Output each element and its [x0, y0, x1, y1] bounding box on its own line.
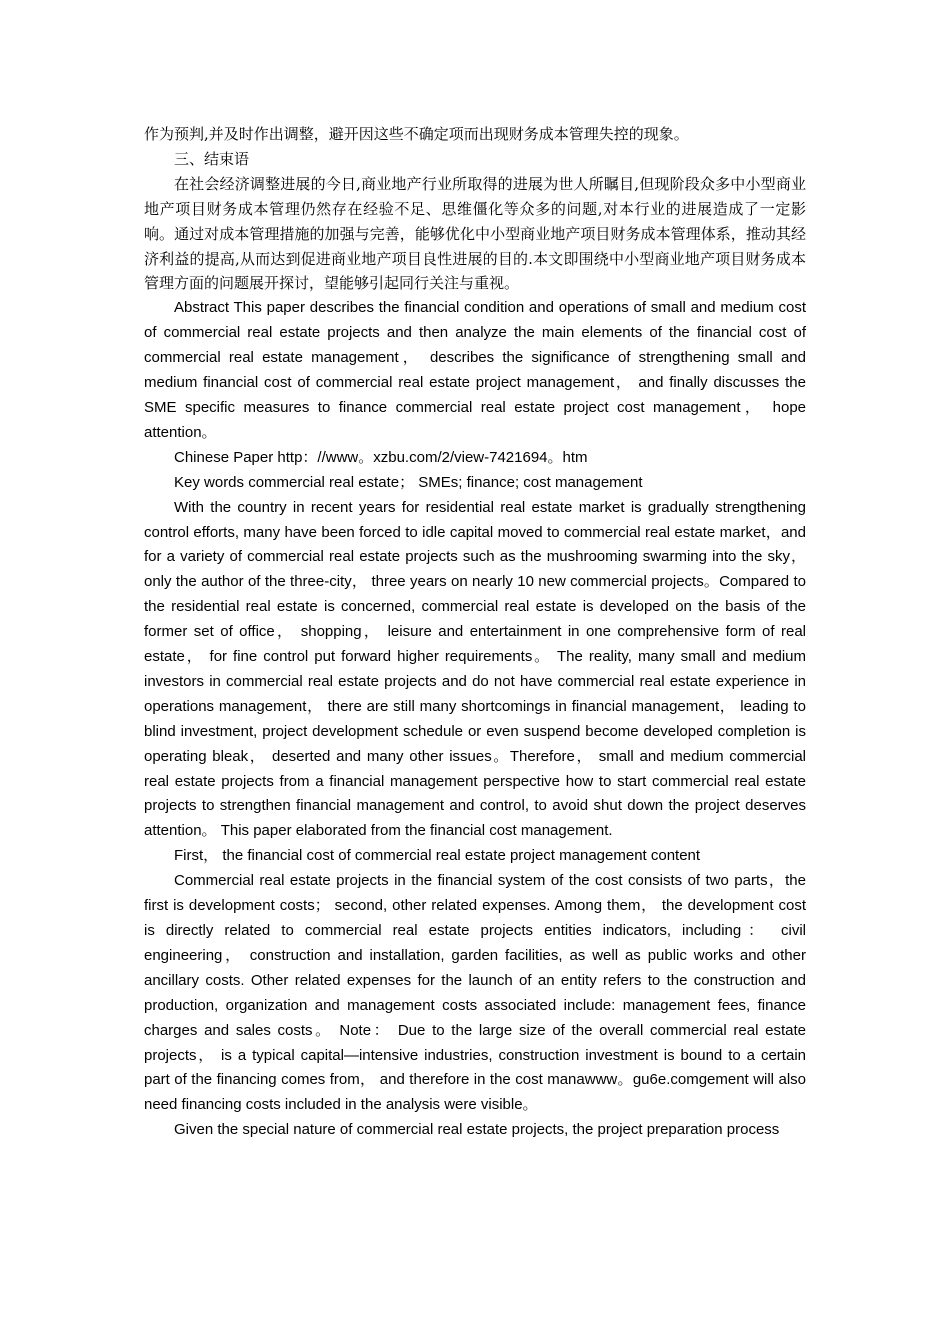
paragraph-special-nature: Given the special nature of commercial real estate projects, the project preparation process — [174, 1121, 780, 1139]
paragraph-introduction: With the country in recent years for residential real estate market is gradually strengthening control efforts, many have been forced to idle capital moved to commercial real estate market，and for a variety of commercial real estate projects such as the mushrooming swarming into the sky， only the author of the three-city， three years on nearly 10 new commercial projects。Compared to the residential real estate is concerned, commercial real estate is developed on the basis of the former set of office， shopping， leisure and entertainment in one comprehensive form of real estate， for fine control put forward higher requirements。 The reality, many small and medium investors in commercial real estate projects and do not have commercial real estate experience in operations management， there are still many shortcomings in financial management， leading to blind investment, project development schedule or even suspend become developed completion is operating bleak， deserted and many other issues。Therefore， small and medium commercial real estate projects from a financial management perspective how to start commercial real estate projects to strengthen financial management and control, to avoid shut down the project deserves attention。 This paper elaborated from the financial cost management. — [144, 498, 806, 840]
section-heading-conclusion: 三、结束语 — [174, 149, 250, 168]
document-page — [144, 122, 806, 1143]
paragraph-cost-composition: Commercial real estate projects in the financial system of the cost consists of two parts，the first is development costs； second, other related expenses. Among them， the development cost is directly related to commercial real estate projects entities indicators, including： civil engineering， construction and installation, garden facilities, as well as public works and other ancillary costs. Other related expenses for the launch of an entity refers to the construction and production, organization and management costs associated include: management fees, finance charges and sales costs。 Note： Due to the large size of the overall commercial real estate projects， is a typical capital—intensive industries, construction investment is bound to a certain part of the financing comes from， and therefore in the cost manawww。gu6e.comgement will also need financing costs included in the analysis were visible。 — [144, 872, 806, 1114]
paragraph-keywords: Key words commercial real estate； SMEs; finance; cost management — [174, 473, 643, 491]
paragraph-source-url: Chinese Paper http：//www。xzbu.com/2/view-7421694。htm — [174, 448, 588, 466]
paragraph-cost-control-conclusion: 作为预判,并及时作出调整，避开因这些不确定项而出现财务成本管理失控的现象。 — [144, 125, 689, 143]
section-heading-first: First， the financial cost of commercial real estate project management content — [174, 847, 701, 865]
paragraph-abstract: Abstract This paper describes the financial condition and operations of small and medium cost of commercial real estate projects and then analyze the main elements of the financial cost of commercial real estate management， describes the significance of strengthening small and medium financial cost of commercial real estate project management， and finally discusses the SME specific measures to finance commercial real estate project cost management， hope attention。 — [144, 299, 806, 441]
paragraph-conclusion-body: 在社会经济调整进展的今日,商业地产行业所取得的进展为世人所瞩目,但现阶段众多中小型商业地产项目财务成本管理仍然存在经验不足、思维僵化等众多的问题,对本行业的进展造成了一定影响。通过对成本管理措施的加强与完善，能够优化中小型商业地产项目财务成本管理体系，推动其经济利益的提高,从而达到促进商业地产项目良性进展的目的.本文即围绕中小型商业地产项目财务成本管理方面的问题展开探讨，望能够引起同行关注与重视。 — [144, 174, 806, 293]
